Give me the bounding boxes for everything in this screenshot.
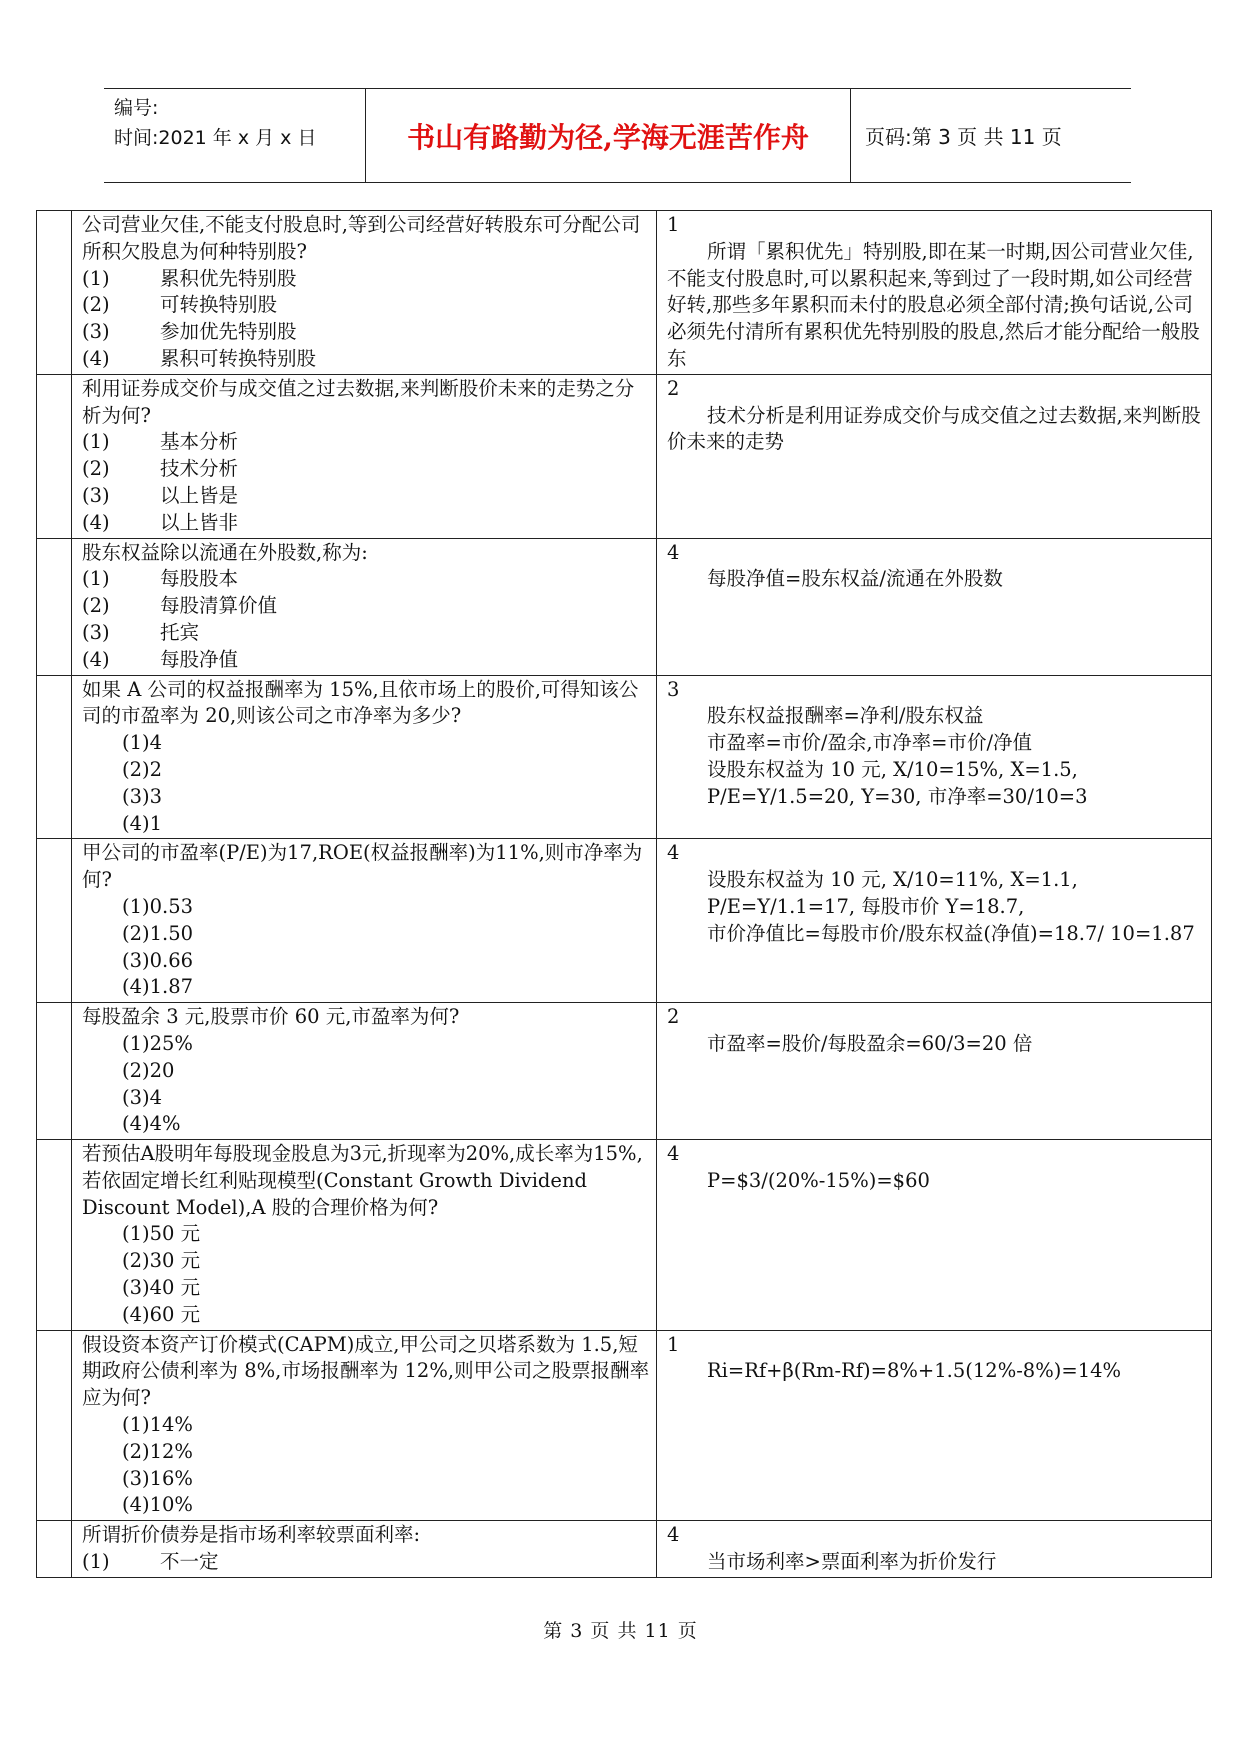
- page-footer: 第 3 页 共 11 页: [543, 1620, 698, 1642]
- answer-option: (2)20: [122, 1058, 175, 1082]
- option-number: (3): [82, 320, 110, 344]
- answer-option: [82, 346, 650, 373]
- answer-explanation-line: 市盈率=股价/每股盈余=60/3=20 倍: [707, 1031, 1033, 1055]
- option-number: (1): [82, 1550, 110, 1574]
- option-number: (2): [82, 594, 110, 618]
- question-row: [37, 839, 1212, 1003]
- question-cell: [72, 211, 657, 375]
- document-time-label: 时间:2021 年 x 月 x 日: [114, 127, 317, 149]
- row-marker-cell: [37, 538, 72, 675]
- answer-explanation-line: 市价净值比=每股市价/股东权益(净值)=18.7/ 10=1.87: [707, 921, 1195, 945]
- header-motto: 书山有路勤为径,学海无涯苦作舟: [366, 89, 851, 182]
- answer-option: (2)30 元: [122, 1249, 201, 1273]
- answer-option: [82, 292, 650, 319]
- row-marker-cell: [37, 211, 72, 375]
- answer-explanation-line: 当市场利率>票面利率为折价发行: [707, 1550, 997, 1574]
- option-number: (1): [82, 567, 110, 591]
- answer-option: [82, 566, 650, 593]
- option-number: (1): [82, 430, 110, 454]
- answer-number: 4: [667, 540, 680, 564]
- option-number: (4): [82, 510, 110, 534]
- answer-option: (2)12%: [122, 1439, 193, 1463]
- answer-number: 4: [667, 841, 680, 865]
- row-marker-cell: [37, 1140, 72, 1331]
- answer-cell: [657, 675, 1212, 839]
- answer-option: (1)4: [122, 731, 163, 755]
- row-marker-cell: [37, 839, 72, 1003]
- question-row: [37, 1140, 1212, 1331]
- question-cell: [72, 675, 657, 839]
- question-text: 若预估A股明年每股现金股息为3元,折现率为20%,成长率为15%,若依固定增长红利贴现模型(Constant Growth Dividend Discount Model),A 股的合理价格为何?: [82, 1142, 643, 1219]
- answer-option: (3)40 元: [122, 1276, 201, 1300]
- answer-explanation-line: Ri=Rf+β(Rm-Rf)=8%+1.5(12%-8%)=14%: [707, 1359, 1122, 1383]
- answer-cell: [657, 1003, 1212, 1140]
- option-number: (1): [82, 266, 110, 290]
- answer-cell: [657, 1140, 1212, 1331]
- answer-option: (1)25%: [122, 1031, 193, 1055]
- answer-explanation-line: 市盈率=市价/盈余,市净率=市价/净值: [707, 731, 1033, 755]
- answer-cell: [657, 374, 1212, 538]
- question-cell: [72, 1003, 657, 1140]
- page-header: [104, 88, 1131, 183]
- answer-explanation-line: 设股东权益为 10 元, X/10=15%, X=1.5,: [707, 757, 1078, 781]
- answer-option: (4)10%: [122, 1493, 193, 1517]
- option-text: 累积可转换特别股: [160, 346, 317, 370]
- answer-option: [82, 266, 650, 293]
- document-number-label: 编号:: [114, 97, 159, 119]
- option-text: 托宾: [160, 620, 200, 644]
- answer-number: 2: [667, 1005, 680, 1029]
- option-text: 以上皆是: [160, 483, 239, 507]
- answer-option: (1)50 元: [122, 1222, 201, 1246]
- option-text: 可转换特别股: [160, 293, 278, 317]
- option-number: (2): [82, 293, 110, 317]
- question-row: [37, 1330, 1212, 1521]
- question-cell: [72, 1140, 657, 1331]
- answer-explanation-line: 股东权益报酬率=净利/股东权益: [707, 704, 984, 728]
- question-table: [36, 210, 1212, 1578]
- answer-option: [82, 1549, 650, 1576]
- question-text: 如果 A 公司的权益报酬率为 15%,且依市场上的股价,可得知该公司的市盈率为 20,则该公司之市净率为多少?: [82, 677, 639, 728]
- row-marker-cell: [37, 675, 72, 839]
- answer-option: [82, 429, 650, 456]
- answer-number: 1: [667, 213, 680, 236]
- answer-option: (4)60 元: [122, 1302, 201, 1326]
- answer-number: 2: [667, 376, 680, 400]
- question-text: 股东权益除以流通在外股数,称为:: [82, 540, 368, 564]
- answer-option: [82, 510, 650, 537]
- answer-option: [82, 456, 650, 483]
- row-marker-cell: [37, 1003, 72, 1140]
- answer-option: (4)1.87: [122, 975, 194, 999]
- answer-number: 4: [667, 1523, 680, 1547]
- question-row: [37, 1003, 1212, 1140]
- row-marker-cell: [37, 374, 72, 538]
- answer-cell: [657, 1330, 1212, 1521]
- option-text: 不一定: [160, 1550, 219, 1574]
- question-row: [37, 374, 1212, 538]
- answer-option: [82, 483, 650, 510]
- question-text: 甲公司的市盈率(P/E)为17,ROE(权益报酬率)为11%,则市净率为何?: [82, 841, 643, 892]
- question-cell: [72, 538, 657, 675]
- answer-option: (3)3: [122, 784, 163, 808]
- answer-explanation: 技术分析是利用证券成交价与成交值之过去数据,来判断股价未来的走势: [667, 403, 1201, 454]
- answer-option: (3)16%: [122, 1466, 193, 1490]
- option-number: (2): [82, 457, 110, 481]
- option-text: 参加优先特别股: [160, 320, 297, 344]
- question-cell: [72, 1330, 657, 1521]
- answer-explanation-line: P=$3/(20%-15%)=$60: [707, 1168, 930, 1192]
- option-text: 以上皆非: [160, 510, 239, 534]
- answer-number: 1: [667, 1332, 680, 1356]
- row-marker-cell: [37, 1330, 72, 1521]
- answer-explanation-line: 每股净值=股东权益/流通在外股数: [707, 567, 1003, 591]
- answer-cell: [657, 211, 1212, 375]
- answer-option: [82, 647, 650, 674]
- answer-cell: [657, 839, 1212, 1003]
- option-text: 基本分析: [160, 430, 239, 454]
- answer-option: (4)1: [122, 811, 163, 835]
- row-marker-cell: [37, 1521, 72, 1578]
- answer-option: (3)4: [122, 1085, 163, 1109]
- option-number: (3): [82, 620, 110, 644]
- question-cell: [72, 374, 657, 538]
- question-text: 利用证券成交价与成交值之过去数据,来判断股价未来的走势之分析为何?: [82, 376, 635, 427]
- question-text: 所谓折价债券是指市场利率较票面利率:: [82, 1523, 421, 1547]
- answer-option: (3)0.66: [122, 948, 194, 972]
- option-number: (4): [82, 647, 110, 671]
- answer-explanation-line: 设股东权益为 10 元, X/10=11%, X=1.1,: [707, 868, 1078, 892]
- question-text: 公司营业欠佳,不能支付股息时,等到公司经营好转股东可分配公司所积欠股息为何种特别股?: [82, 213, 641, 263]
- answer-option: (2)1.50: [122, 921, 194, 945]
- answer-cell: [657, 1521, 1212, 1578]
- option-text: 累积优先特别股: [160, 266, 297, 290]
- answer-explanation: 所谓「累积优先」特别股,即在某一时期,因公司营业欠佳,不能支付股息时,可以累积起来,等到过了一段时期,如公司经营好转,那些多年累积而未付的股息必须全部付清;换句话说,公司必须先付清所有累积优先特别股的股息,然后才能分配给一般股东: [667, 239, 1200, 370]
- question-text: 假设资本资产订价模式(CAPM)成立,甲公司之贝塔系数为 1.5,短期政府公债利率为 8%,市场报酬率为 12%,则甲公司之股票报酬率应为何?: [82, 1332, 650, 1410]
- answer-option: (1)14%: [122, 1413, 193, 1437]
- answer-explanation-line: P/E=Y/1.5=20, Y=30, 市净率=30/10=3: [707, 784, 1088, 808]
- answer-option: (4)4%: [122, 1112, 181, 1136]
- option-number: (4): [82, 346, 110, 370]
- answer-cell: [657, 538, 1212, 675]
- answer-option: (2)2: [122, 757, 163, 781]
- answer-number: 3: [667, 677, 680, 701]
- question-row: [37, 1521, 1212, 1578]
- question-text: 每股盈余 3 元,股票市价 60 元,市盈率为何?: [82, 1005, 460, 1029]
- option-text: 每股净值: [160, 647, 239, 671]
- answer-number: 4: [667, 1142, 680, 1166]
- question-row: [37, 675, 1212, 839]
- answer-option: (1)0.53: [122, 894, 194, 918]
- question-cell: [72, 839, 657, 1003]
- header-page-info: 页码:第 3 页 共 11 页: [865, 125, 1062, 149]
- answer-option: [82, 319, 650, 346]
- question-table-body: [37, 211, 1212, 1578]
- question-row: [37, 538, 1212, 675]
- option-text: 每股股本: [160, 567, 239, 591]
- answer-explanation-line: P/E=Y/1.1=17, 每股市价 Y=18.7,: [707, 894, 1025, 918]
- option-text: 技术分析: [160, 457, 239, 481]
- option-text: 每股清算价值: [160, 594, 278, 618]
- question-cell: [72, 1521, 657, 1578]
- question-row: [37, 211, 1212, 375]
- answer-option: [82, 620, 650, 647]
- option-number: (3): [82, 483, 110, 507]
- header-meta: [104, 89, 366, 182]
- answer-option: [82, 593, 650, 620]
